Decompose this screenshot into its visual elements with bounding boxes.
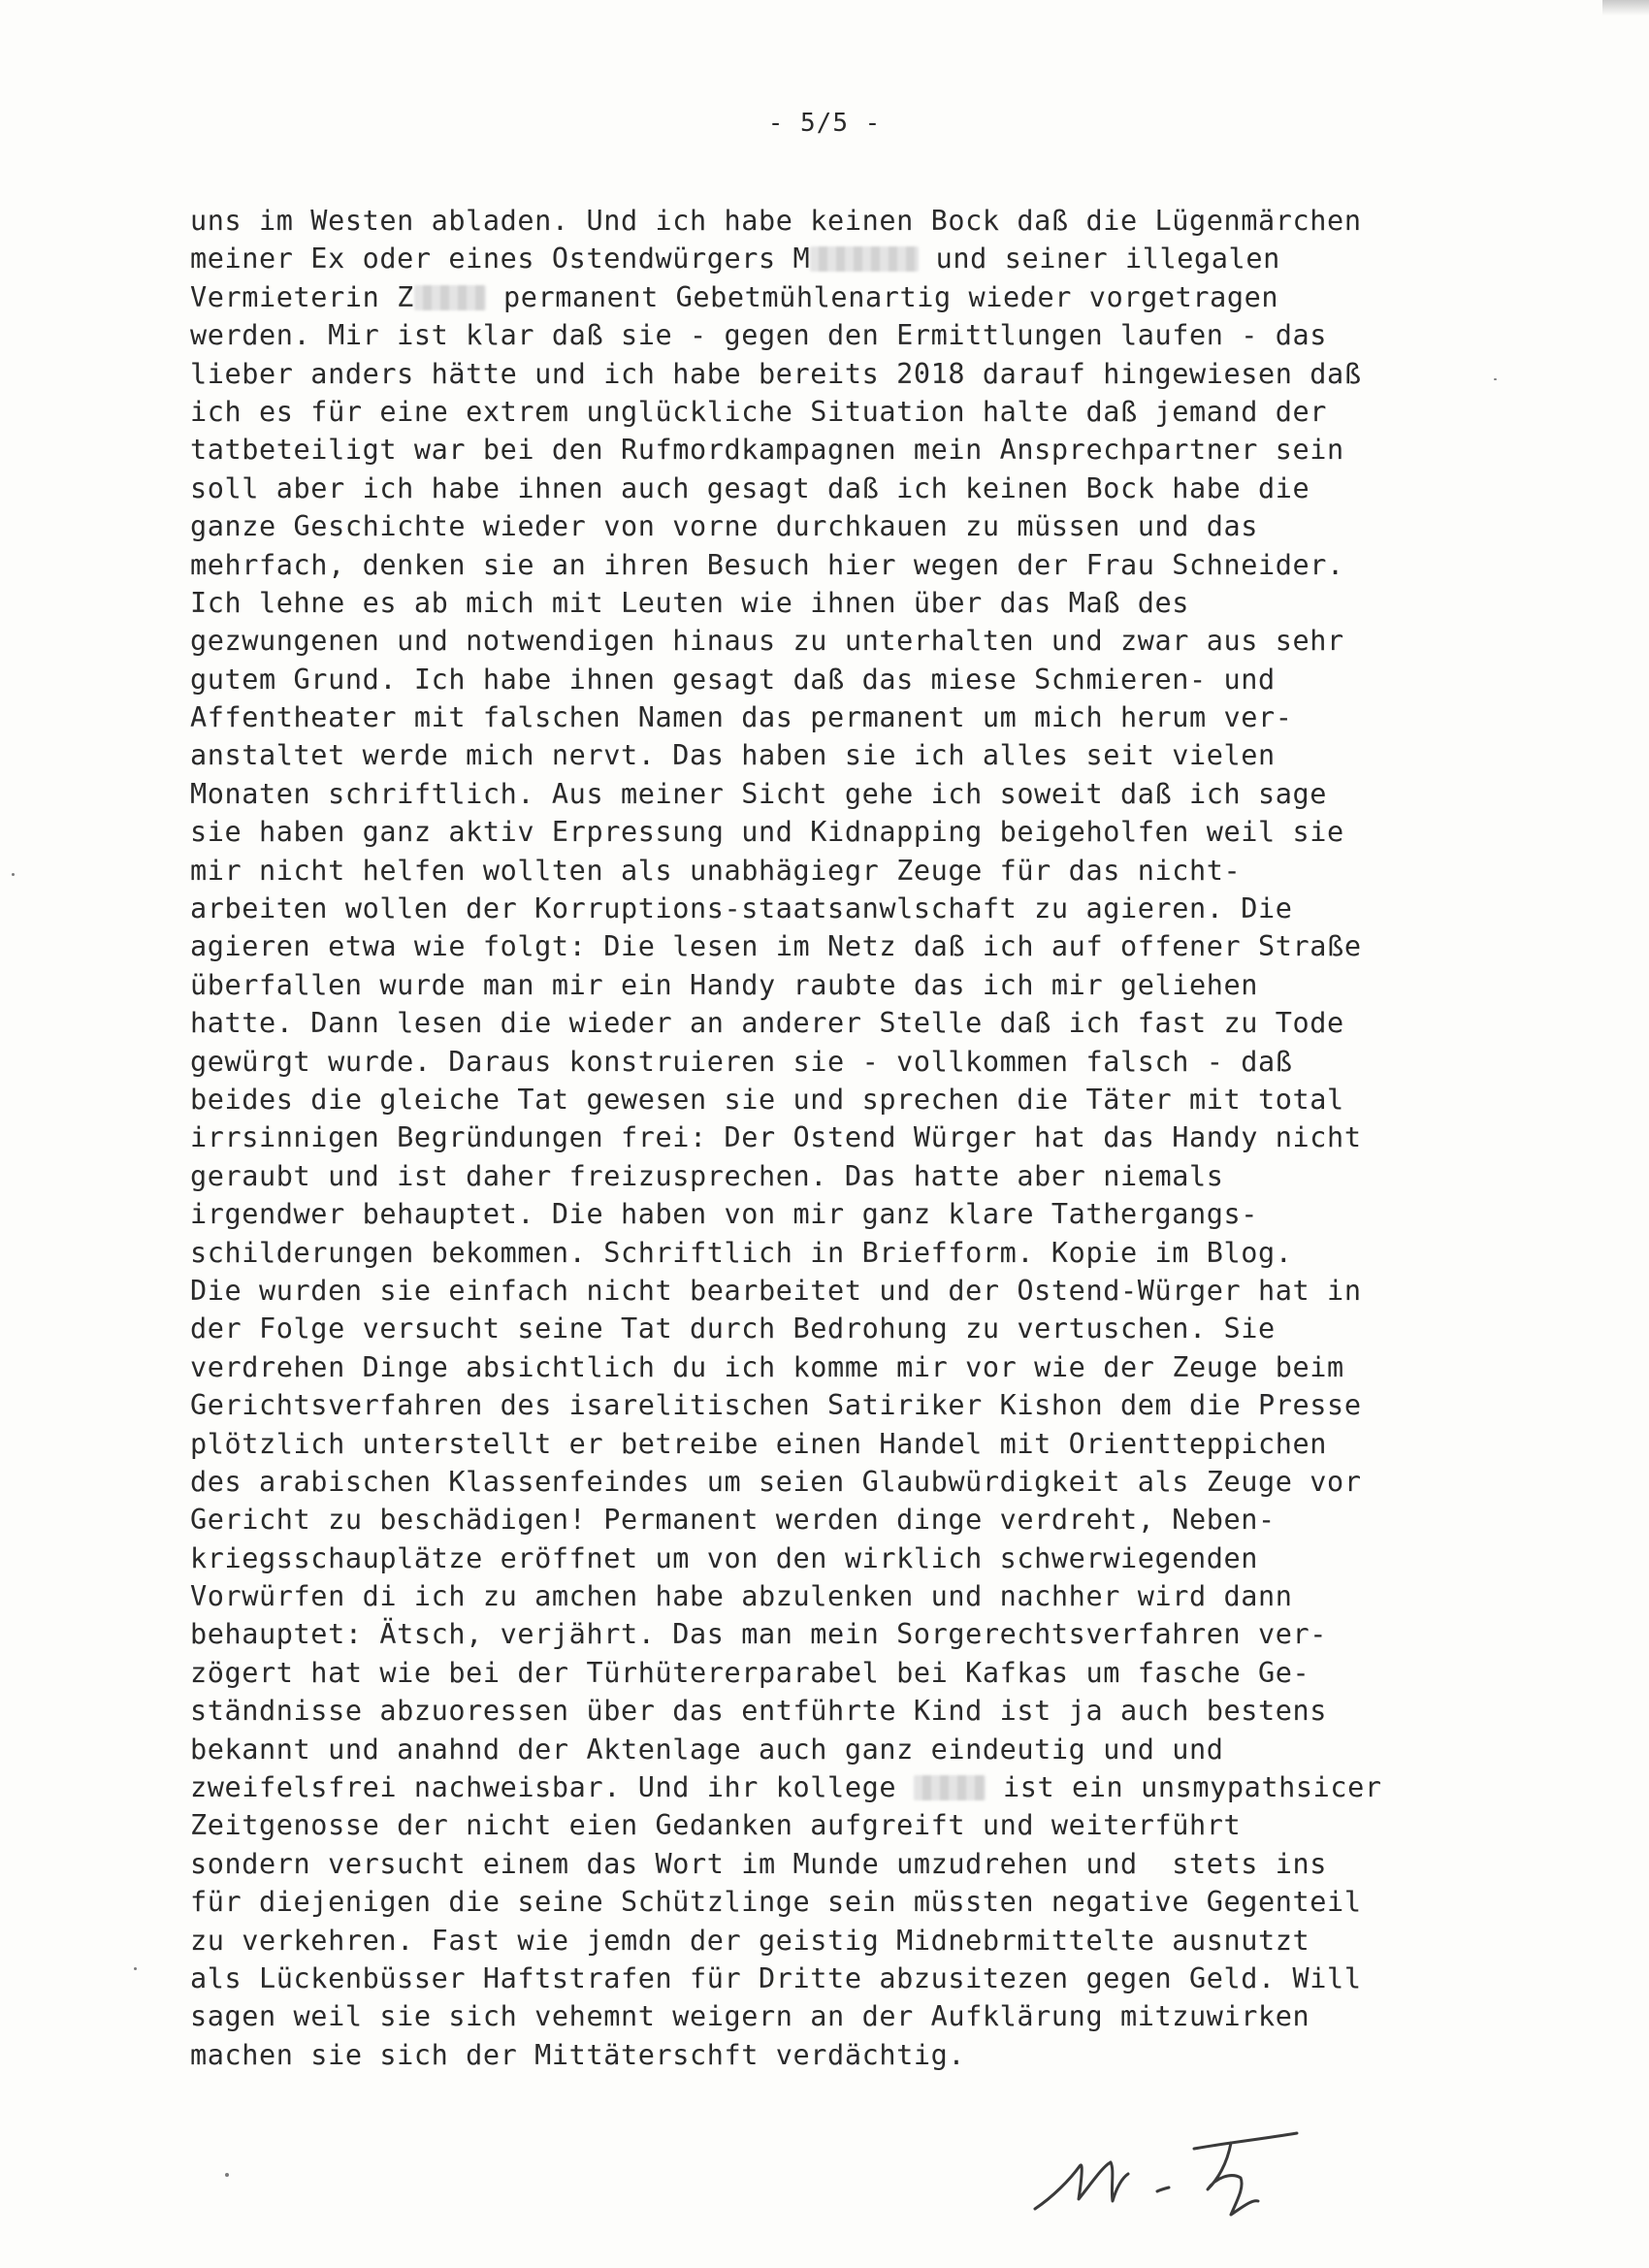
text-line [190,1922,1451,1960]
letter-body [190,202,1451,2074]
text-segment: Affentheater mit falschen Namen das permanent um mich herum ver- [190,701,1293,734]
handwritten-signature [1023,2120,1343,2226]
text-segment: anstaltet werde mich nervt. Das haben sie ich alles seit vielen [190,739,1276,772]
text-line [190,1157,1451,1195]
redacted-name [914,1775,986,1800]
text-line [190,1883,1451,1921]
text-line [190,927,1451,965]
text-segment: sie haben ganz aktiv Erpressung und Kidnapping beigeholfen weil sie [190,816,1344,849]
text-line [190,698,1451,736]
text-segment: hatte. Dann lesen die wieder an anderer Stelle daß ich fast zu Tode [190,1007,1344,1040]
text-segment: der Folge versucht seine Tat durch Bedrohung zu vertuschen. Sie [190,1312,1276,1345]
text-segment: zögert hat wie bei der Türhütererparabel bei Kafkas um fasche Ge- [190,1656,1310,1689]
text-line [190,1539,1451,1577]
text-line [190,1768,1451,1806]
text-line [190,1501,1451,1539]
text-line [190,1118,1451,1156]
scan-speck [225,2173,229,2177]
scan-edge-mark [1602,0,1649,16]
text-segment: lieber anders hätte und ich habe bereits 2018 darauf hingewiesen daß [190,357,1362,390]
text-line [190,661,1451,698]
text-line [190,431,1451,469]
text-segment: behauptet: Ätsch, verjährt. Das man mein Sorgerechtsverfahren ver- [190,1618,1328,1651]
text-segment: ich es für eine extrem unglückliche Situation halte daß jemand der [190,395,1328,428]
text-line [190,1960,1451,1997]
text-line [190,1463,1451,1501]
text-segment: permanent Gebetmühlenartig wieder vorgetragen [486,280,1279,313]
text-segment: überfallen wurde man mir ein Handy raubte das ich mir geliehen [190,968,1259,1001]
text-segment: geraubt und ist daher freizusprechen. Das hatte aber niemals [190,1159,1224,1192]
text-line [190,1731,1451,1768]
scan-speck [12,873,15,876]
text-segment: schilderungen bekommen. Schriftlich in Briefform. Kopie im Blog. [190,1236,1293,1269]
text-segment: gutem Grund. Ich habe ihnen gesagt daß das miese Schmieren- und [190,663,1276,696]
text-line [190,852,1451,890]
text-line [190,1043,1451,1081]
scan-speck [134,1967,137,1970]
text-line [190,813,1451,851]
text-segment: irrsinnigen Begründungen frei: Der Ostend Würger hat das Handy nicht [190,1121,1362,1154]
text-segment: Vermieterin Z [190,280,414,313]
text-line [190,1425,1451,1463]
text-segment: zweifelsfrei nachweisbar. Und ihr kollege [190,1771,914,1804]
text-line [190,1806,1451,1844]
text-line [190,1654,1451,1692]
text-segment: machen sie sich der Mittäterschft verdächtig. [190,2038,966,2071]
text-line [190,584,1451,622]
text-line [190,240,1451,277]
text-line [190,393,1451,431]
text-line [190,2036,1451,2074]
text-line [190,1577,1451,1615]
text-segment: für diejenigen die seine Schützlinge sein müssten negative Gegenteil [190,1886,1362,1919]
text-line [190,1004,1451,1042]
text-segment: Gerichtsverfahren des isarelitischen Satiriker Kishon dem die Presse [190,1389,1362,1422]
text-segment: ganze Geschichte wieder von vorne durchkauen zu müssen und das [190,510,1259,543]
text-segment: plötzlich unterstellt er betreibe einen Handel mit Orientteppichen [190,1427,1328,1460]
redacted-name [414,285,486,310]
text-segment: mir nicht helfen wollten als unabhägiegr Zeuge für das nicht- [190,854,1242,887]
text-segment: agieren etwa wie folgt: Die lesen im Netz daß ich auf offener Straße [190,930,1362,963]
text-segment: Ich lehne es ab mich mit Leuten wie ihnen über das Maß des [190,586,1189,619]
text-line [190,546,1451,584]
text-segment: Vorwürfen di ich zu amchen habe abzulenken und nachher wird dann [190,1580,1293,1613]
text-segment: gezwungenen und notwendigen hinaus zu unterhalten und zwar aus sehr [190,625,1344,658]
text-segment: kriegsschauplätze eröffnet um von den wirklich schwerwiegenden [190,1541,1259,1574]
text-segment: und seiner illegalen [918,243,1280,275]
text-segment: sagen weil sie sich vehemnt weigern an der Aufklärung mitzuwirken [190,2000,1310,2033]
text-segment: zu verkehren. Fast wie jemdn der geistig Midnebrmittelte ausnutzt [190,1924,1310,1957]
text-segment: werden. Mir ist klar daß sie - gegen den Ermittlungen laufen - das [190,319,1328,352]
text-segment: tatbeteiligt war bei den Rufmordkampagnen mein Ansprechpartner sein [190,434,1344,467]
text-segment: als Lückenbüsser Haftstrafen für Dritte abzusitezen gegen Geld. Will [190,1961,1362,1994]
text-line [190,278,1451,316]
text-line [190,890,1451,927]
text-line [190,1997,1451,2035]
text-segment: des arabischen Klassenfeindes um seien Glaubwürdigkeit als Zeuge vor [190,1465,1362,1498]
text-segment: mehrfach, denken sie an ihren Besuch hier wegen der Frau Schneider. [190,548,1344,581]
text-line [190,316,1451,354]
text-segment: verdrehen Dinge absichtlich du ich komme mir vor wie der Zeuge beim [190,1350,1344,1383]
text-line [190,1310,1451,1347]
text-segment: uns im Westen abladen. Und ich habe keinen Bock daß die Lügenmärchen [190,205,1362,237]
text-line [190,1348,1451,1386]
text-segment: gewürgt wurde. Daraus konstruieren sie - vollkommen falsch - daß [190,1045,1293,1078]
redacted-name [810,246,919,272]
text-segment: meiner Ex oder eines Ostendwürgers M [190,243,811,275]
text-line [190,1272,1451,1310]
text-segment: soll aber ich habe ihnen auch gesagt daß ich keinen Bock habe die [190,471,1310,504]
page-number: - 5/5 - [767,109,882,138]
text-line [190,736,1451,774]
text-line [190,1081,1451,1118]
text-line [190,1386,1451,1424]
text-line [190,1234,1451,1272]
text-line [190,775,1451,813]
text-segment: Monaten schriftlich. Aus meiner Sicht gehe ich soweit daß ich sage [190,777,1328,810]
text-segment: Die wurden sie einfach nicht bearbeitet und der Ostend-Würger hat in [190,1274,1362,1307]
text-segment: Gericht zu beschädigen! Permanent werden dinge verdreht, Neben- [190,1504,1276,1537]
text-segment: Zeitgenosse der nicht eien Gedanken aufgreift und weiterführt [190,1809,1242,1842]
text-line [190,1195,1451,1233]
text-segment: bekannt und anahnd der Aktenlage auch ganz eindeutig und und [190,1733,1224,1766]
scan-speck [1494,378,1497,380]
text-line [190,1845,1451,1883]
text-segment: ständnisse abzuoressen über das entführte Kind ist ja auch bestens [190,1695,1328,1728]
text-line [190,1692,1451,1730]
text-line [190,1615,1451,1653]
text-segment: sondern versucht einem das Wort im Munde umzudrehen und stets ins [190,1847,1328,1880]
text-line [190,622,1451,660]
text-line [190,507,1451,545]
text-segment: beides die gleiche Tat gewesen sie und sprechen die Täter mit total [190,1083,1344,1116]
text-line [190,966,1451,1004]
text-segment: ist ein unsmypathsicer [986,1771,1382,1804]
text-line [190,355,1451,393]
text-line [190,470,1451,507]
text-segment: arbeiten wollen der Korruptions-staatsanwlschaft zu agieren. Die [190,892,1293,925]
text-line [190,202,1451,240]
text-segment: irgendwer behauptet. Die haben von mir ganz klare Tathergangs- [190,1198,1259,1231]
